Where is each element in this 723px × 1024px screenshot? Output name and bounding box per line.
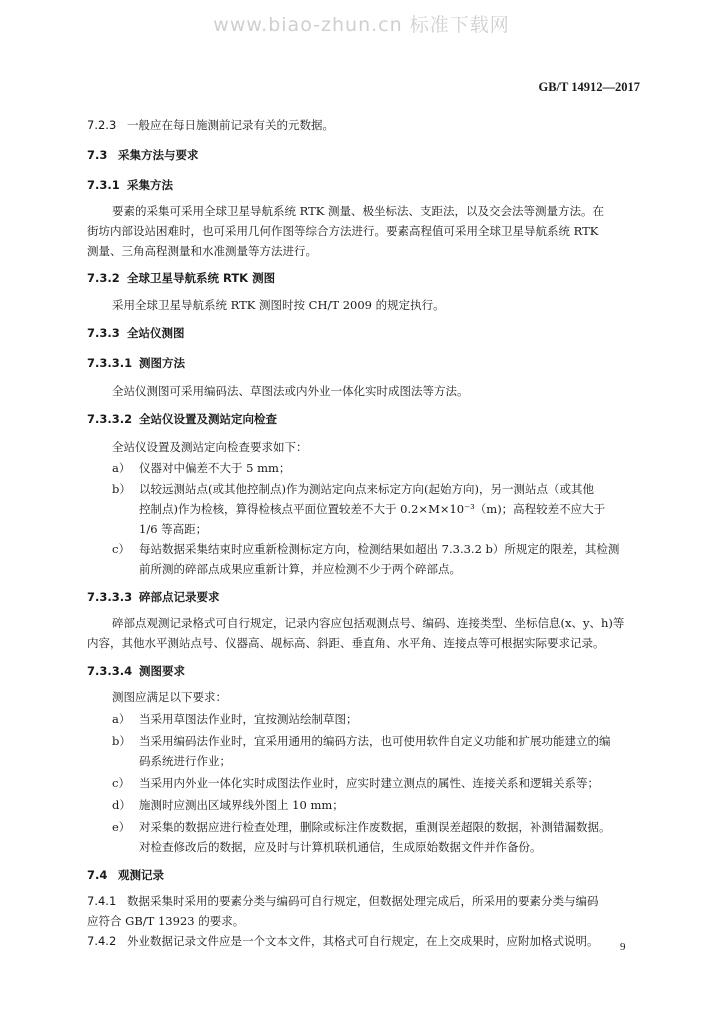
clause-text: 一般应在每日施测前记录有关的元数据。	[127, 118, 334, 132]
heading-title: 采集方法与要求	[118, 148, 199, 162]
clause-number: 7.4.2	[87, 934, 117, 948]
list-label: b）	[112, 482, 131, 496]
heading-title: 碎部点记录要求	[139, 590, 220, 604]
heading-title: 测图方法	[139, 356, 185, 370]
heading-title: 采集方法	[127, 178, 173, 192]
heading-number: 7.3.3.4	[87, 664, 133, 678]
heading-number: 7.3.2	[87, 271, 120, 285]
watermark: www.biao-zhun.cn 标准下载网	[213, 14, 510, 36]
list-label: c）	[112, 542, 130, 556]
list-label: a）	[112, 712, 131, 726]
heading-title: 全球卫星导航系统 RTK 测图	[127, 271, 276, 285]
clause-number: 7.2.3	[87, 118, 117, 132]
clause-text: 数据采集时采用的要素分类与编码可自行规定，但数据处理完成后，所采用的要素分类与编码	[127, 894, 599, 908]
list-label: b）	[112, 734, 131, 748]
heading-number: 7.4	[87, 868, 108, 882]
heading-number: 7.3.3.2	[87, 412, 133, 426]
heading-title: 观测记录	[118, 868, 164, 882]
list-label: c）	[112, 776, 130, 790]
list-label: e）	[112, 820, 131, 834]
heading-title: 测图要求	[139, 664, 185, 678]
clause-number: 7.4.1	[87, 894, 117, 908]
list-label: d）	[112, 798, 131, 812]
heading-title: 全站仪测图	[127, 326, 185, 340]
heading-number: 7.3.3.3	[87, 590, 133, 604]
list-label: a）	[112, 461, 131, 475]
heading-number: 7.3.3.1	[87, 356, 133, 370]
clause-text: 外业数据记录文件应是一个文本文件，其格式可自行规定，在上交成果时，应附加格式说明。	[127, 934, 599, 948]
heading-title: 全站仪设置及测站定向检查	[139, 412, 277, 426]
standard-code: GB/T 14912—2017	[538, 80, 640, 94]
page-number: 9	[620, 941, 626, 953]
heading-number: 7.3.1	[87, 178, 120, 192]
heading-number: 7.3.3	[87, 326, 120, 340]
heading-number: 7.3	[87, 148, 108, 162]
